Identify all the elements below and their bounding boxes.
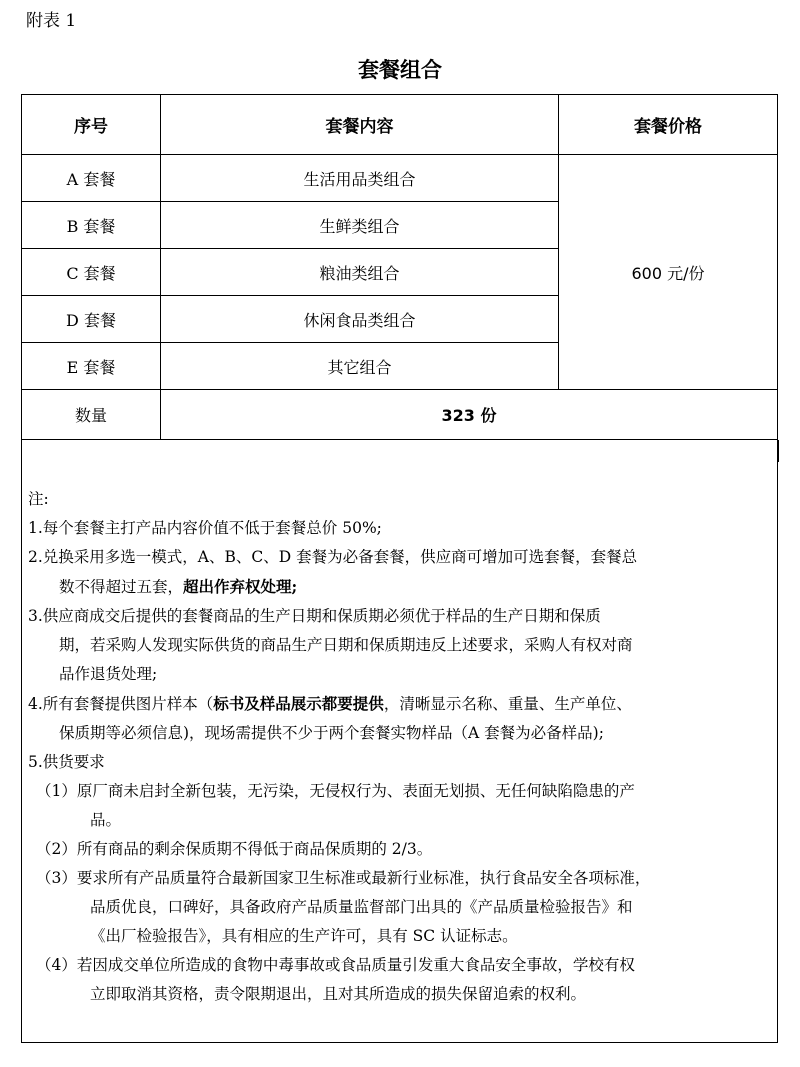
note-2-text: 数不得超过五套，	[59, 578, 184, 596]
quantity-row	[22, 390, 778, 440]
note-2-emphasis: 超出作弃权处理;	[183, 577, 298, 596]
package-content: 休闲食品类组合	[161, 296, 559, 343]
table-header-row	[22, 95, 778, 155]
border-mark	[777, 440, 779, 462]
package-content: 生活用品类组合	[161, 155, 559, 202]
note-5: 5.供货要求	[28, 753, 105, 771]
sub-3-line-1: （3）要求所有产品质量符合最新国家卫生标准或最新行业标准，执行食品安全各项标准，	[36, 869, 651, 887]
sub-4-line-1: （4）若因成交单位所造成的食物中毒事故或食品质量引发重大食品安全事故，学校有权	[36, 956, 635, 974]
note-3-line-3: 品作退货处理;	[59, 665, 158, 683]
note-4-emphasis: 标书及样品展示都要提供	[213, 694, 384, 713]
note-3-line-1: 3.供应商成交后提供的套餐商品的生产日期和保质期必须优于样品的生产日期和保质	[28, 607, 601, 625]
header-content: 套餐内容	[161, 95, 559, 155]
note-3-line-2: 期，若采购人发现实际供货的商品生产日期和保质期违反上述要求，采购人有权对商	[59, 636, 633, 654]
package-content: 其它组合	[161, 343, 559, 390]
appendix-label: 附表 1	[26, 11, 77, 31]
note-4-line-1	[28, 689, 773, 719]
note-2-line-2	[28, 572, 773, 602]
quantity-value: 323 份	[161, 390, 778, 440]
sub-3-line-2: 品质优良，口碑好，具备政府产品质量监督部门出具的《产品质量检验报告》和	[90, 898, 633, 916]
package-id: C 套餐	[22, 249, 161, 296]
sub-2: （2）所有商品的剩余保质期不得低于商品保质期的 2/3。	[36, 840, 433, 858]
package-id: A 套餐	[22, 155, 161, 202]
package-content: 生鲜类组合	[161, 202, 559, 249]
package-id: D 套餐	[22, 296, 161, 343]
notes-heading: 注:	[28, 490, 49, 508]
sub-1-line-2: 品。	[90, 811, 122, 829]
package-table	[21, 94, 778, 440]
header-serial: 序号	[22, 95, 161, 155]
note-4-text-a: 4.所有套餐提供图片样本（	[28, 695, 214, 713]
sub-1-line-1: （1）原厂商未启封全新包装，无污染，无侵权行为、表面无划损、无任何缺陷隐患的产	[36, 782, 635, 800]
document-title: 套餐组合	[358, 58, 442, 82]
header-price: 套餐价格	[559, 95, 778, 155]
note-2-line-1: 2.兑换采用多选一模式，A、B、C、D 套餐为必备套餐，供应商可增加可选套餐，套餐总	[28, 548, 638, 566]
note-4-line-2: 保质期等必须信息)，现场需提供不少于两个套餐实物样品（A 套餐为必备样品);	[59, 724, 604, 742]
quantity-label: 数量	[22, 390, 161, 440]
package-content: 粮油类组合	[161, 249, 559, 296]
package-id: B 套餐	[22, 202, 161, 249]
package-price: 600 元/份	[559, 155, 778, 390]
sub-4-line-2: 立即取消其资格，责令限期退出，且对其所造成的损失保留追索的权利。	[90, 985, 587, 1003]
sub-3-line-3: 《出厂检验报告》，具有相应的生产许可，具有 SC 认证标志。	[90, 927, 518, 945]
note-1: 1.每个套餐主打产品内容价值不低于套餐总价 50%;	[28, 519, 382, 537]
notes-section	[28, 485, 773, 1009]
package-id: E 套餐	[22, 343, 161, 390]
table-row	[22, 155, 778, 202]
note-4-text-b: ，清晰显示名称、重量、生产单位、	[383, 695, 632, 713]
